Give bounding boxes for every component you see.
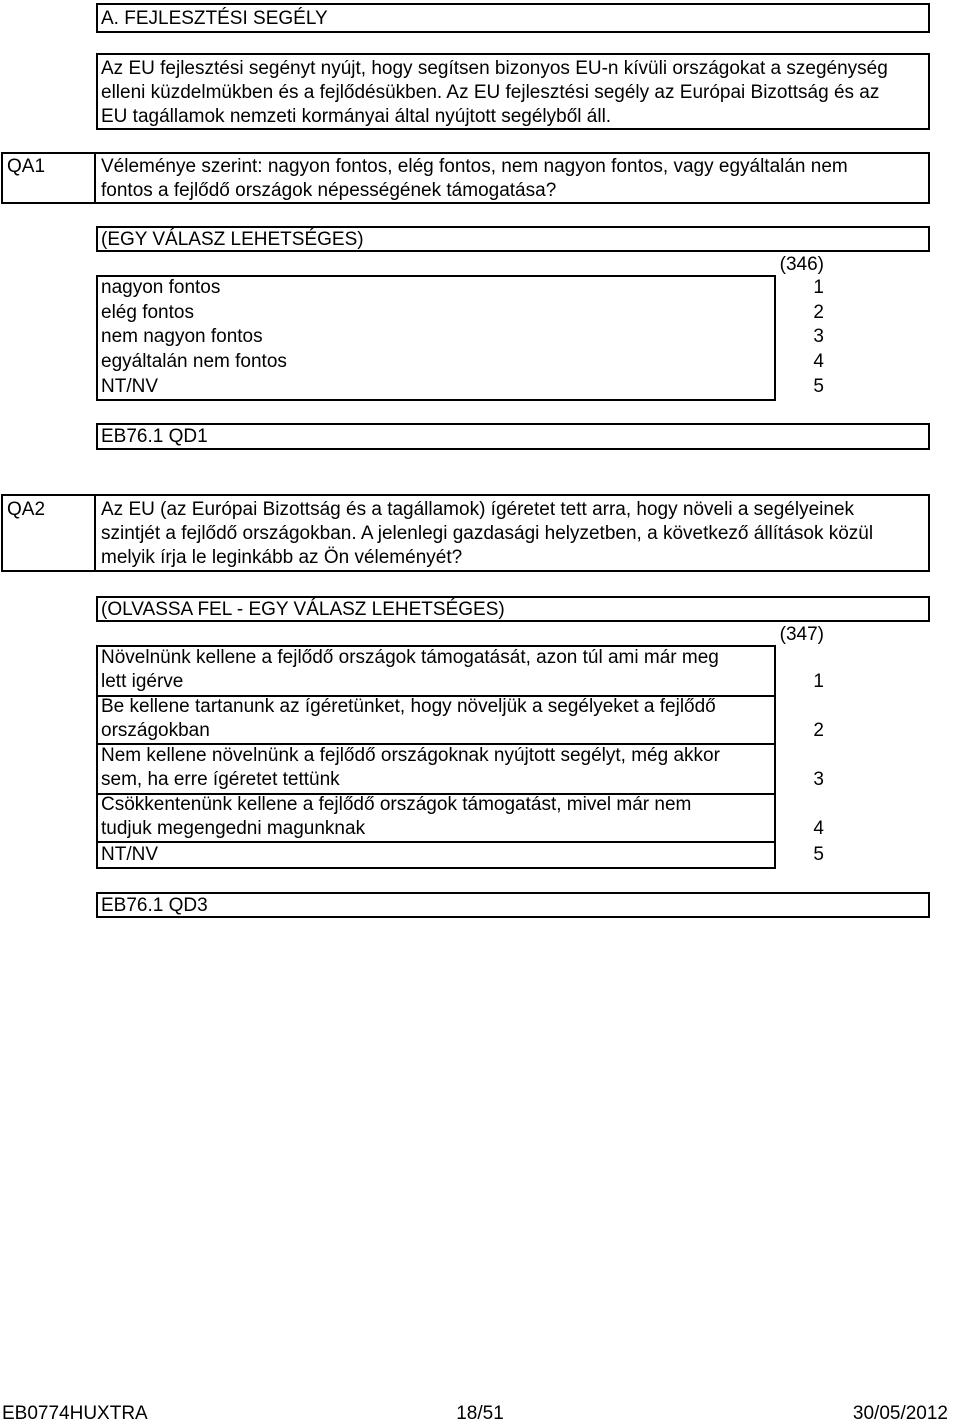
qa2-option-text: NT/NV [101, 844, 158, 865]
qa2-options [101, 646, 824, 868]
intro-line: elleni küzdelmükben és a fejlődésükben. Az EU fejlesztési segély az Európai Bizottság és az [101, 82, 880, 103]
qa2-option-code: 3 [813, 769, 824, 790]
qa2-option-text: Be kellene tartanunk az ígéretünket, hogy növeljük a segélyeket a fejlődő [101, 696, 716, 717]
qa1-option-code: 4 [813, 351, 824, 372]
qa1-option-code: 3 [813, 326, 824, 347]
intro-box [96, 53, 930, 130]
qa2-option-text: tudjuk megengedni magunknak [101, 818, 366, 839]
intro-line: EU tagállamok nemzeti kormányai által nyújtott segélyből áll. [101, 106, 612, 127]
qa2-id-box [1, 494, 96, 572]
qa1-question-box [94, 152, 930, 204]
qa2-option-text: országokban [101, 720, 210, 741]
section-title-box [96, 3, 930, 33]
qa2-option-code: 5 [813, 844, 824, 865]
qa1-option-label: NT/NV [101, 376, 158, 397]
qa1-question-line: Véleménye szerint: nagyon fontos, elég fontos, nem nagyon fontos, vagy egyáltalán nem [101, 156, 848, 177]
qa1-option-label: nagyon fontos [101, 277, 221, 298]
qa1-option-code: 5 [813, 376, 824, 397]
qa2-option [101, 793, 824, 841]
qa1-column-code: (346) [779, 254, 824, 275]
qa2-instruction-box [96, 596, 930, 622]
intro-line: Az EU fejlesztési segényt nyújt, hogy segítsen bizonyos EU-n kívüli országokat a szegénység [101, 58, 888, 79]
section-title: A. FEJLESZTÉSI SEGÉLY [101, 8, 328, 29]
qa2-option-code: 1 [813, 671, 824, 692]
qa1-option-code: 2 [813, 302, 824, 323]
qa2-instruction: (OLVASSA FEL - EGY VÁLASZ LEHETSÉGES) [101, 599, 505, 620]
footer-left: EB0774HUXTRA [2, 1403, 148, 1424]
qa1-question-line: fontos a fejlődő országok népességének támogatása? [101, 180, 557, 201]
qa1-option-label: egyáltalán nem fontos [101, 351, 287, 372]
footer-date: 30/05/2012 [852, 1403, 948, 1424]
qa2-source: EB76.1 QD3 [101, 895, 208, 916]
footer-page-number: 18/51 [456, 1403, 504, 1424]
qa2-option [101, 695, 824, 743]
qa1-id: QA1 [7, 156, 46, 177]
qa2-question-line: szintjét a fejlődő országokban. A jelenlegi gazdasági helyzetben, a következő állítások közül [101, 523, 874, 544]
qa2-option [101, 646, 824, 694]
qa1-option-label: nem nagyon fontos [101, 326, 263, 347]
qa2-source-box [96, 892, 930, 918]
qa2-option-text: Nem kellene növelnünk a fejlődő országoknak nyújtott segélyt, még akkor [101, 745, 720, 766]
qa2-option [101, 744, 824, 792]
qa2-question-line: Az EU (az Európai Bizottság és a tagállamok) ígéretet tett arra, hogy növeli a segélyeinek [101, 499, 855, 520]
qa2-option-text: lett igérve [101, 671, 184, 692]
qa1-source: EB76.1 QD1 [101, 426, 208, 447]
qa2-column-code: (347) [779, 624, 824, 645]
qa2-question-box [94, 494, 930, 572]
qa2-id: QA2 [7, 499, 46, 520]
qa1-instruction: (EGY VÁLASZ LEHETSÉGES) [101, 229, 364, 250]
qa2-question-line: melyik írja le leginkább az Ön véleményét? [101, 547, 463, 568]
qa2-option-code: 4 [813, 818, 824, 839]
qa1-id-box [1, 152, 96, 204]
qa1-options [101, 276, 824, 400]
qa2-option-text: sem, ha erre ígéretet tettünk [101, 769, 340, 790]
qa2-option-text: Növelnünk kellene a fejlődő országok támogatását, azon túl ami már meg [101, 647, 719, 668]
qa1-instruction-box [96, 226, 930, 252]
qa2-option-code: 2 [813, 720, 824, 741]
qa2-option-text: Csökkentenünk kellene a fejlődő országok támogatást, mivel már nem [101, 794, 692, 815]
qa1-source-box [96, 423, 930, 450]
qa1-option-code: 1 [813, 277, 824, 298]
qa1-option-label: elég fontos [101, 302, 194, 323]
